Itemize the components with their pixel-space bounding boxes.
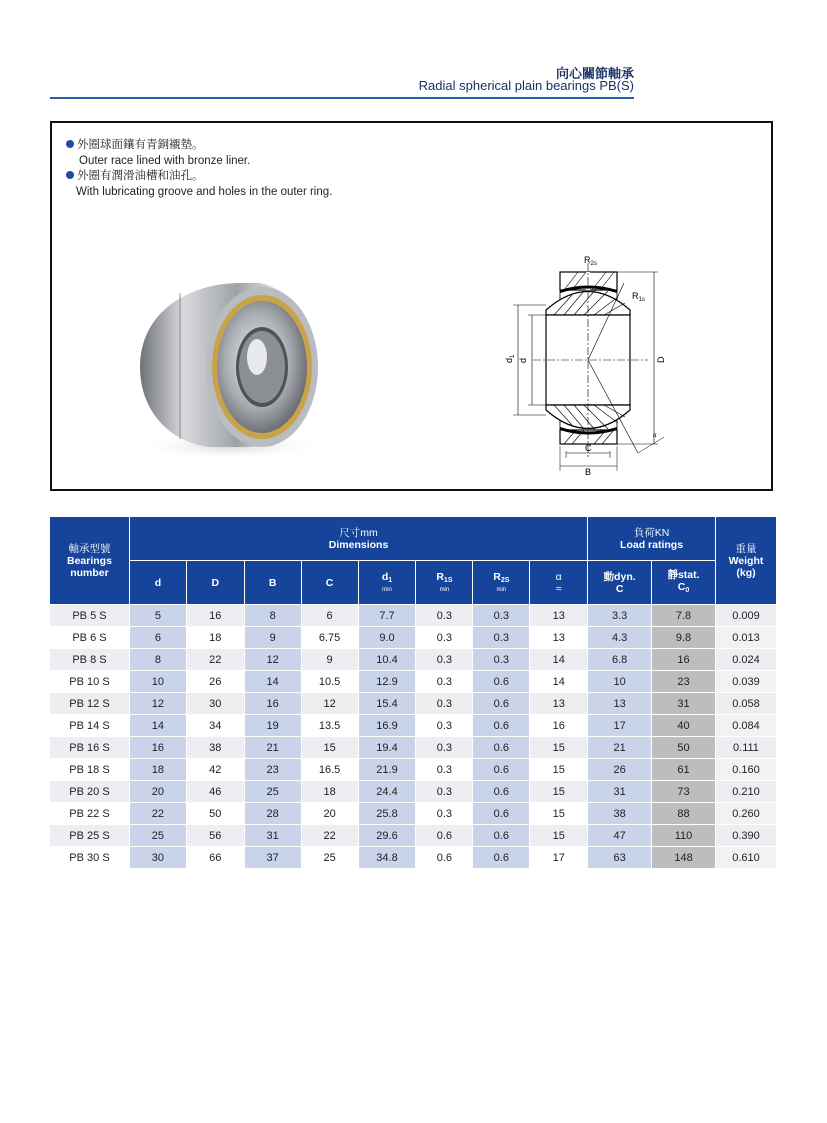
cell-r1s: 0.3	[416, 693, 473, 715]
cell-alpha: 17	[530, 847, 588, 869]
cell-bearing-number: PB 6 S	[50, 627, 130, 649]
cell-c-dyn: 6.8	[588, 649, 652, 671]
spec-table-body	[50, 605, 777, 869]
cell-r2s: 0.6	[473, 715, 530, 737]
col-dyn-c: C	[615, 582, 624, 595]
col-r1s-sub: 1S	[443, 577, 453, 584]
label-alpha: α	[653, 433, 657, 439]
cell-d: 6	[129, 627, 186, 649]
cell-alpha: 15	[530, 825, 588, 847]
cell-weight: 0.210	[715, 781, 776, 803]
cell-C: 6	[301, 605, 358, 627]
cell-r2s: 0.6	[473, 803, 530, 825]
col-alpha	[530, 561, 588, 605]
cell-c0-stat: 40	[652, 715, 716, 737]
cell-d: 30	[129, 847, 186, 869]
cell-d: 20	[129, 781, 186, 803]
col-d1-sub: 1	[388, 577, 393, 584]
cell-C: 15	[301, 737, 358, 759]
col-alpha-text: α	[555, 570, 562, 583]
cell-r1s: 0.6	[416, 847, 473, 869]
cell-weight: 0.009	[715, 605, 776, 627]
cell-c-dyn: 26	[588, 759, 652, 781]
col-stat-cn: 靜stat.	[667, 568, 700, 581]
cell-c-dyn: 4.3	[588, 627, 652, 649]
label-d: d	[518, 357, 528, 363]
col-d1-min: min	[382, 587, 392, 593]
cell-c0-stat: 23	[652, 671, 716, 693]
cell-d1: 29.6	[358, 825, 416, 847]
cell-r2s: 0.6	[473, 825, 530, 847]
header-bearing-number	[50, 517, 130, 605]
cell-weight: 0.013	[715, 627, 776, 649]
cell-D: 66	[186, 847, 244, 869]
cell-d: 10	[129, 671, 186, 693]
cell-d1: 21.9	[358, 759, 416, 781]
cell-weight: 0.024	[715, 649, 776, 671]
col-r2s-text: R	[493, 571, 501, 583]
table-row	[50, 671, 777, 693]
col-r1s-min: min	[439, 587, 450, 593]
cell-C: 18	[301, 781, 358, 803]
cell-d1: 7.7	[358, 605, 416, 627]
feature-2-cn	[66, 169, 204, 183]
cell-c-dyn: 38	[588, 803, 652, 825]
cell-c0-stat: 148	[652, 847, 716, 869]
cell-weight: 0.610	[715, 847, 776, 869]
page-title-cn: 向心關節軸承	[555, 66, 634, 81]
feature-2-en: With lubricating groove and holes in the outer ring.	[76, 186, 333, 198]
header-bearing-cn: 軸承型號	[68, 542, 111, 555]
cell-bearing-number: PB 25 S	[50, 825, 130, 847]
label-C: C	[585, 443, 592, 453]
cell-B: 16	[244, 693, 301, 715]
cell-weight: 0.084	[715, 715, 776, 737]
cell-alpha: 13	[530, 627, 588, 649]
cell-bearing-number: PB 16 S	[50, 737, 130, 759]
cell-c-dyn: 47	[588, 825, 652, 847]
table-row	[50, 803, 777, 825]
cell-B: 8	[244, 605, 301, 627]
cell-r1s: 0.3	[416, 737, 473, 759]
cell-d1: 24.4	[358, 781, 416, 803]
cell-alpha: 15	[530, 803, 588, 825]
cell-c0-stat: 9.8	[652, 627, 716, 649]
bearing-spec-table	[49, 516, 777, 869]
col-stat-c0	[652, 581, 715, 597]
col-B: B	[244, 561, 301, 605]
cell-B: 14	[244, 671, 301, 693]
bullet-icon	[66, 171, 74, 179]
cell-alpha: 15	[530, 737, 588, 759]
cell-B: 37	[244, 847, 301, 869]
cell-B: 9	[244, 627, 301, 649]
cell-C: 16.5	[301, 759, 358, 781]
table-row	[50, 825, 777, 847]
cell-r1s: 0.3	[416, 671, 473, 693]
cell-bearing-number: PB 14 S	[50, 715, 130, 737]
table-row	[50, 715, 777, 737]
header-dimensions	[129, 517, 587, 561]
cell-D: 16	[186, 605, 244, 627]
cell-d: 12	[129, 693, 186, 715]
cell-d: 8	[129, 649, 186, 671]
cell-r2s: 0.6	[473, 693, 530, 715]
col-dyn-cn: 動dyn.	[603, 570, 636, 583]
cell-c0-stat: 61	[652, 759, 716, 781]
cell-d1: 16.9	[358, 715, 416, 737]
cell-r2s: 0.6	[473, 781, 530, 803]
col-stat	[652, 561, 716, 605]
cell-r1s: 0.3	[416, 649, 473, 671]
table-row	[50, 649, 777, 671]
cell-weight: 0.160	[715, 759, 776, 781]
header-rule	[50, 97, 634, 99]
cell-alpha: 16	[530, 715, 588, 737]
feature-1-cn	[66, 138, 204, 152]
cell-c0-stat: 7.8	[652, 605, 716, 627]
header-weight-unit: (kg)	[736, 566, 756, 579]
cell-d1: 12.9	[358, 671, 416, 693]
table-row	[50, 759, 777, 781]
col-r2s-sub: 2S	[500, 577, 510, 584]
cell-B: 28	[244, 803, 301, 825]
cell-weight: 0.111	[715, 737, 776, 759]
table-row	[50, 605, 777, 627]
cell-weight: 0.260	[715, 803, 776, 825]
label-d1: $d_1$	[504, 354, 516, 363]
cell-c-dyn: 21	[588, 737, 652, 759]
cell-c0-stat: 31	[652, 693, 716, 715]
cell-r1s: 0.3	[416, 627, 473, 649]
cell-d1: 10.4	[358, 649, 416, 671]
cell-c-dyn: 10	[588, 671, 652, 693]
cell-c0-stat: 16	[652, 649, 716, 671]
page-title-en: Radial spherical plain bearings PB(S)	[418, 78, 634, 93]
cell-bearing-number: PB 10 S	[50, 671, 130, 693]
cell-d: 22	[129, 803, 186, 825]
cell-r1s: 0.6	[416, 825, 473, 847]
label-D: D	[656, 356, 666, 363]
table-row	[50, 737, 777, 759]
cell-r1s: 0.3	[416, 605, 473, 627]
cell-d: 25	[129, 825, 186, 847]
cell-d1: 9.0	[358, 627, 416, 649]
cell-d: 14	[129, 715, 186, 737]
cell-C: 22	[301, 825, 358, 847]
table-row	[50, 627, 777, 649]
cell-D: 56	[186, 825, 244, 847]
cell-r1s: 0.3	[416, 781, 473, 803]
table-row	[50, 781, 777, 803]
header-load-ratings	[588, 517, 716, 561]
cell-C: 9	[301, 649, 358, 671]
cell-bearing-number: PB 20 S	[50, 781, 130, 803]
cell-r1s: 0.3	[416, 715, 473, 737]
cell-bearing-number: PB 22 S	[50, 803, 130, 825]
cell-C: 10.5	[301, 671, 358, 693]
col-stat-sub: 0	[685, 586, 690, 594]
cell-alpha: 14	[530, 671, 588, 693]
cell-c-dyn: 63	[588, 847, 652, 869]
bearing-photo	[120, 271, 332, 461]
cell-bearing-number: PB 18 S	[50, 759, 130, 781]
cell-alpha: 13	[530, 605, 588, 627]
cell-r1s: 0.3	[416, 803, 473, 825]
col-d1-text: d	[381, 571, 389, 583]
cell-D: 22	[186, 649, 244, 671]
col-dyn	[588, 561, 652, 605]
cell-r1s: 0.3	[416, 759, 473, 781]
feature-1-cn-text: 外圈球面鑲有青銅襯墊。	[77, 139, 204, 151]
cell-bearing-number: PB 5 S	[50, 605, 130, 627]
cell-D: 34	[186, 715, 244, 737]
label-r2s: $R_{2s}$	[584, 255, 597, 267]
bearing-cross-section-drawing	[488, 253, 718, 475]
cell-r2s: 0.3	[473, 627, 530, 649]
cell-D: 38	[186, 737, 244, 759]
cell-r2s: 0.3	[473, 649, 530, 671]
table-row	[50, 693, 777, 715]
cell-D: 50	[186, 803, 244, 825]
header-dim-en: Dimensions	[328, 538, 389, 551]
col-stat-c: C	[677, 580, 686, 593]
cell-c-dyn: 13	[588, 693, 652, 715]
cell-r2s: 0.6	[473, 847, 530, 869]
cell-r2s: 0.6	[473, 737, 530, 759]
cell-D: 26	[186, 671, 244, 693]
col-d1	[358, 561, 416, 605]
header-weight-cn: 重量	[735, 542, 757, 555]
cell-r2s: 0.3	[473, 605, 530, 627]
cell-d1: 25.8	[358, 803, 416, 825]
cell-bearing-number: PB 30 S	[50, 847, 130, 869]
cell-B: 12	[244, 649, 301, 671]
cell-c0-stat: 73	[652, 781, 716, 803]
col-alpha-approx: ≈	[555, 582, 562, 595]
cell-r2s: 0.6	[473, 759, 530, 781]
cell-C: 25	[301, 847, 358, 869]
cell-bearing-number: PB 12 S	[50, 693, 130, 715]
cell-D: 30	[186, 693, 244, 715]
feature-panel	[50, 121, 773, 491]
cell-c-dyn: 31	[588, 781, 652, 803]
header-weight-en: Weight	[728, 554, 764, 567]
feature-1-en: Outer race lined with bronze liner.	[79, 155, 251, 167]
cell-d: 16	[129, 737, 186, 759]
cell-B: 31	[244, 825, 301, 847]
cell-d1: 15.4	[358, 693, 416, 715]
feature-2-cn-text: 外圈有潤滑油槽和油孔。	[77, 170, 204, 182]
cell-c-dyn: 17	[588, 715, 652, 737]
col-r2s	[473, 561, 530, 605]
cell-c0-stat: 88	[652, 803, 716, 825]
cell-D: 42	[186, 759, 244, 781]
cell-alpha: 13	[530, 693, 588, 715]
table-row	[50, 847, 777, 869]
cell-D: 18	[186, 627, 244, 649]
cell-C: 13.5	[301, 715, 358, 737]
col-r1s	[416, 561, 473, 605]
cell-C: 20	[301, 803, 358, 825]
cell-d: 5	[129, 605, 186, 627]
header-load-cn: 負荷KN	[633, 526, 670, 539]
cell-B: 19	[244, 715, 301, 737]
cell-c0-stat: 110	[652, 825, 716, 847]
header-load-en: Load ratings	[620, 538, 684, 551]
cell-B: 25	[244, 781, 301, 803]
cell-bearing-number: PB 8 S	[50, 649, 130, 671]
col-C: C	[301, 561, 358, 605]
cell-B: 23	[244, 759, 301, 781]
cell-alpha: 15	[530, 781, 588, 803]
cell-d: 18	[129, 759, 186, 781]
cell-alpha: 15	[530, 759, 588, 781]
header-bearing-en: Bearings number	[67, 554, 112, 579]
cell-r2s: 0.6	[473, 671, 530, 693]
cell-d1: 19.4	[358, 737, 416, 759]
cell-B: 21	[244, 737, 301, 759]
header-weight	[715, 517, 776, 605]
cell-d1: 34.8	[358, 847, 416, 869]
cell-weight: 0.058	[715, 693, 776, 715]
col-d: d	[129, 561, 186, 605]
bullet-icon	[66, 140, 74, 148]
col-D: D	[186, 561, 244, 605]
cell-alpha: 14	[530, 649, 588, 671]
cell-weight: 0.039	[715, 671, 776, 693]
col-r1s-text: R	[436, 571, 444, 583]
cell-D: 46	[186, 781, 244, 803]
cell-c0-stat: 50	[652, 737, 716, 759]
cell-C: 6.75	[301, 627, 358, 649]
col-r2s-min: min	[496, 587, 507, 593]
cell-c-dyn: 3.3	[588, 605, 652, 627]
header-dim-cn: 尺寸mm	[339, 526, 378, 539]
label-B: B	[585, 467, 592, 475]
cell-weight: 0.390	[715, 825, 776, 847]
label-r1s: $R_{1s}$	[632, 291, 645, 303]
cell-C: 12	[301, 693, 358, 715]
